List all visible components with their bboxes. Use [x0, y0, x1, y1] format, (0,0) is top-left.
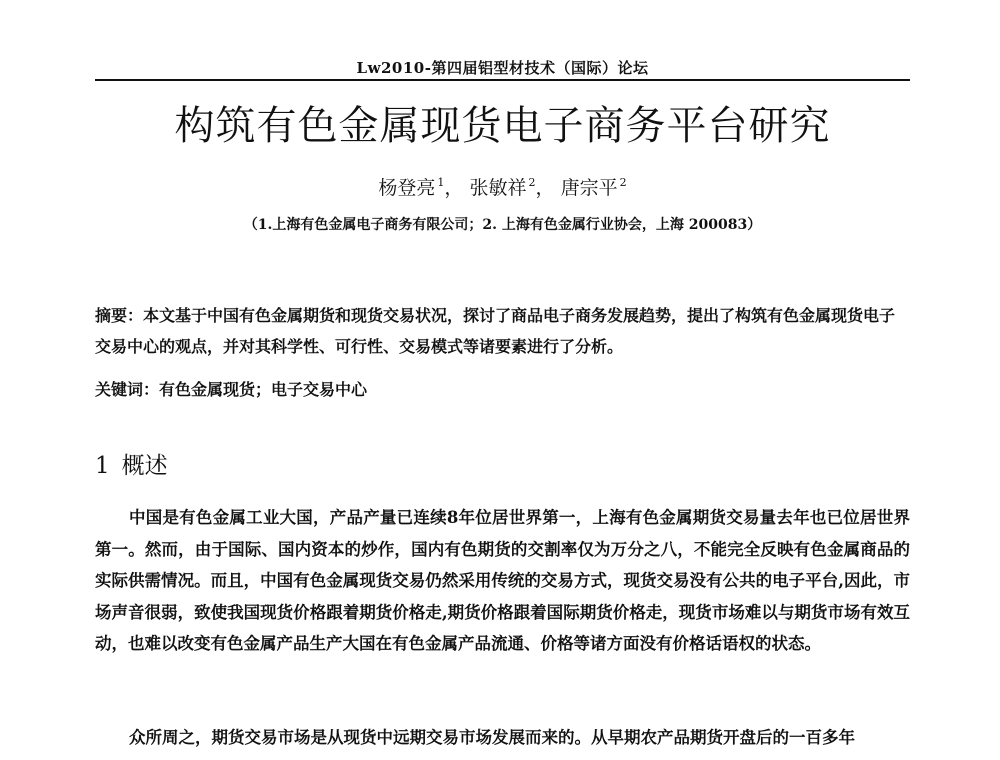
section-title: 概述	[121, 453, 168, 479]
section-number: 1	[95, 453, 110, 479]
header-rule	[95, 79, 910, 81]
author-affil-marker: 1	[437, 176, 445, 189]
author-name: 唐宗平	[560, 177, 618, 199]
author-name: 杨登亮	[378, 177, 436, 199]
section-heading	[95, 450, 910, 482]
paper-title: 构筑有色金属现货电子商务平台研究	[174, 103, 831, 149]
running-header: Lw2010-第四届铝型材技术（国际）论坛	[356, 59, 649, 77]
abstract-text: 本文基于中国有色金属期货和现货交易状况，探讨了商品电子商务发展趋势，提出了构筑有色金属现货电子交易中心的观点，并对其科学性、可行性、交易模式等诸要素进行了分析。	[95, 306, 896, 356]
abstract-label: 摘要：	[95, 306, 144, 325]
abstract	[95, 300, 910, 362]
keywords	[95, 374, 910, 405]
body-paragraph: 中国是有色金属工业大国，产品产量已连续8年位居世界第一，上海有色金属期货交易量去年也已位居世界第一。然而，由于国际、国内资本的炒作，国内有色期货的交割率仅为万分之八，不能完全反映有色金属商品的实际供需情况。而且，中国有色金属现货交易仍然采用传统的交易方式，现货交易没有公共的电子平台,因此，市场声音很弱，致使我国现货价格跟着期货价格走,期货价格跟着国际期货价格走，现货市场难以与期货市场有效互动，也难以改变有色金属产品生产大国在有色金属产品流通、价格等诸方面没有价格话语权的状态。	[95, 508, 910, 653]
author-separator: ，	[535, 177, 555, 199]
author-list	[95, 170, 910, 201]
author-affil-marker: 2	[528, 176, 536, 189]
body-paragraph: 众所周之，期货交易市场是从现货中远期交易市场发展而来的。从早期农产品期货开盘后的一百多年	[129, 728, 855, 747]
author-affil-marker: 2	[619, 176, 627, 189]
keywords-label: 关键词：	[95, 380, 160, 399]
keywords-text: 有色金属现货；电子交易中心	[159, 380, 368, 399]
author-name: 张敏祥	[469, 177, 527, 199]
author-separator: ，	[444, 177, 464, 199]
affiliations: （1.上海有色金属电子商务有限公司；2. 上海有色金属行业协会，上海 200083）	[243, 217, 762, 233]
